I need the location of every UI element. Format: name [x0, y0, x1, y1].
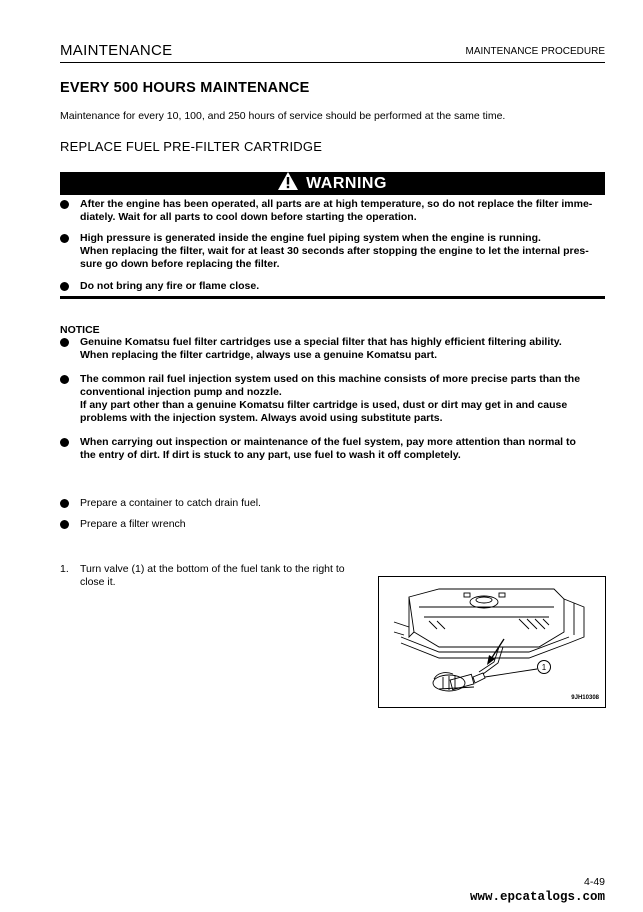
- bullet-icon: [60, 282, 69, 291]
- page-title: EVERY 500 HOURS MAINTENANCE: [60, 80, 310, 96]
- bullet-icon: [60, 338, 69, 347]
- figure-code: 9JH10308: [571, 695, 599, 701]
- warning-item-text: Do not bring any fire or flame close.: [80, 280, 260, 292]
- warning-end-rule: [60, 296, 605, 299]
- notice-item-text: The common rail fuel injection system used on this machine consists of more precise parts than the conventional injection pump and nozzle. If any part other than a genuine Komatsu filter cartridge is used, dust or dirt may get in and cause problems with the injection system. Always avoid using substitute parts.: [80, 373, 581, 424]
- fuel-tank-illustration: [379, 577, 605, 707]
- prep-item: [60, 518, 605, 531]
- step-text: Turn valve (1) at the bottom of the fuel tank to the right to close it.: [80, 563, 345, 588]
- header-divider: [60, 62, 605, 63]
- bullet-icon: [60, 499, 69, 508]
- warning-label: WARNING: [306, 174, 387, 192]
- warning-banner: [60, 172, 605, 195]
- warning-item-text: After the engine has been operated, all parts are at high temperature, so do not replace the filter imme- diately. Wait for all parts to cool down before starting the operation.: [80, 198, 593, 223]
- page-number: 4-49: [583, 876, 605, 888]
- notice-item-text: Genuine Komatsu fuel filter cartridges use a special filter that has highly efficient filtering ability. When replacing the filter cartridge, always use a genuine Komatsu part.: [80, 336, 562, 361]
- watermark-url: www.epcatalogs.com: [469, 890, 605, 904]
- notice-item-text: When carrying out inspection or maintenance of the fuel system, pay more attention than normal to the entry of dirt. If dirt is stuck to any part, use fuel to wash it off completely.: [80, 436, 576, 461]
- prep-item-text: Prepare a container to catch drain fuel.: [80, 497, 261, 509]
- warning-item-text: High pressure is generated inside the engine fuel piping system when the engine is running. When replacing the filter, wait for at least 30 seconds after stopping the engine to let the internal pres- sure go down before replacing the filter.: [80, 232, 589, 270]
- warning-item: [60, 280, 605, 293]
- notice-item: [60, 373, 605, 425]
- bullet-icon: [60, 438, 69, 447]
- fuel-tank-valve-figure: [378, 576, 606, 708]
- warning-item: [60, 198, 605, 224]
- bullet-icon: [60, 520, 69, 529]
- bullet-icon: [60, 234, 69, 243]
- prep-item: [60, 497, 605, 510]
- warning-triangle-icon: [278, 172, 298, 195]
- bullet-icon: [60, 375, 69, 384]
- callout-number: 1: [541, 663, 547, 672]
- section-subtitle: REPLACE FUEL PRE-FILTER CARTRIDGE: [60, 139, 323, 154]
- warning-item: [60, 232, 605, 271]
- notice-label: NOTICE: [60, 324, 100, 336]
- notice-item: [60, 436, 605, 462]
- notice-item: [60, 336, 605, 362]
- step-number: 1.: [60, 563, 69, 575]
- bullet-icon: [60, 200, 69, 209]
- section-header: MAINTENANCE: [60, 42, 173, 59]
- procedure-header: MAINTENANCE PROCEDURE: [465, 46, 605, 57]
- prep-item-text: Prepare a filter wrench: [80, 518, 186, 530]
- intro-text: Maintenance for every 10, 100, and 250 hours of service should be performed at the same time.: [60, 110, 506, 122]
- step-1: [60, 563, 370, 589]
